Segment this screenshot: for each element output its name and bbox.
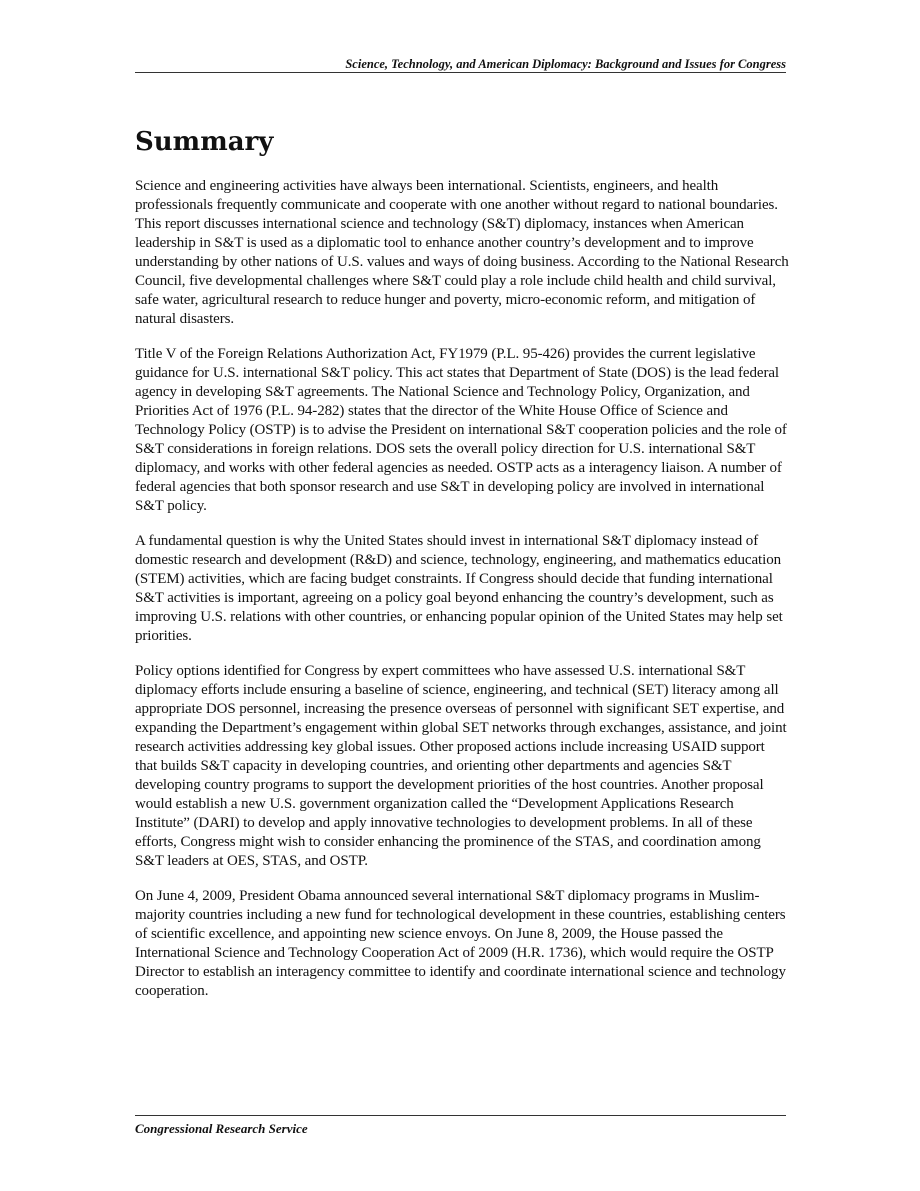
running-header: Science, Technology, and American Diplomacy: Background and Issues for Congress bbox=[345, 57, 786, 71]
paragraph-legislation: Title V of the Foreign Relations Authorization Act, FY1979 (P.L. 95-426) provides the current legislative guidance for U.S. international S&T policy. This act states that Department of State (DOS) is the lead federal agency in developing S&T agreements. The National Science and Technology Policy, Organization, and Priorities Act of 1976 (P.L. 94-282) states that the director of the White House Office of Science and Technology Policy (OSTP) is to advise the President on international S&T cooperation policies and the role of S&T considerations in foreign relations. DOS sets the overall policy direction for U.S. international S&T diplomacy, and works with other federal agencies as needed. OSTP acts as a interagency liaison. A number of federal agencies that both sponsor research and use S&T in developing policy are involved in international S&T policy. bbox=[135, 346, 787, 514]
paragraph-recent-actions: On June 4, 2009, President Obama announced several international S&T diplomacy programs in Muslim-majority countries including a new fund for technological development in these countries, establishing centers of scientific excellence, and appointing new science envoys. On June 8, 2009, the House passed the International Science and Technology Cooperation Act of 2009 (H.R. 1736), which would require the OSTP Director to establish an interagency committee to identify and coordinate international science and technology cooperation. bbox=[135, 888, 786, 999]
body-text bbox=[135, 177, 790, 1017]
footer-divider bbox=[135, 1115, 786, 1116]
running-footer: Congressional Research Service bbox=[135, 1121, 308, 1136]
header-divider bbox=[135, 72, 786, 73]
paragraph-intro: Science and engineering activities have always been international. Scientists, engineers, and health professionals frequently communicate and cooperate with one another without regard to national boundaries. This report discusses international science and technology (S&T) diplomacy, instances when American leadership in S&T is used as a diplomatic tool to enhance another country’s development and to improve understanding by other nations of U.S. values and ways of doing business. According to the National Research Council, five developmental challenges where S&T could play a role include child health and child survival, safe water, agricultural research to reduce hunger and poverty, micro-economic reform, and mitigation of natural disasters. bbox=[135, 178, 789, 327]
paragraph-policy-options: Policy options identified for Congress by expert committees who have assessed U.S. international S&T diplomacy efforts include ensuring a baseline of science, engineering, and technical (SET) literacy among all appropriate DOS personnel, increasing the presence overseas of personnel with significant SET expertise, and expanding the Department’s engagement within global SET networks through exchanges, assistance, and joint research activities addressing key global issues. Other proposed actions include increasing USAID support that builds S&T capacity in developing countries, and orienting other departments and agencies S&T developing country programs to support the development priorities of the host countries. Another proposal would establish a new U.S. government organization called the “Development Applications Research Institute” (DARI) to develop and apply innovative technologies to development problems. In all of these efforts, Congress might wish to consider enhancing the prominence of the STAS, and coordination among S&T leaders at OES, STAS, and OSTP. bbox=[135, 663, 787, 869]
page-title: Summary bbox=[135, 127, 274, 157]
paragraph-fundamental-question: A fundamental question is why the United States should invest in international S&T diplomacy instead of domestic research and development (R&D) and science, technology, engineering, and mathematics education (STEM) activities, which are facing budget constraints. If Congress should decide that funding international S&T activities is important, agreeing on a policy goal beyond enhancing the country’s development, such as improving U.S. relations with other countries, or enhancing popular opinion of the United States may help set priorities. bbox=[135, 533, 783, 644]
